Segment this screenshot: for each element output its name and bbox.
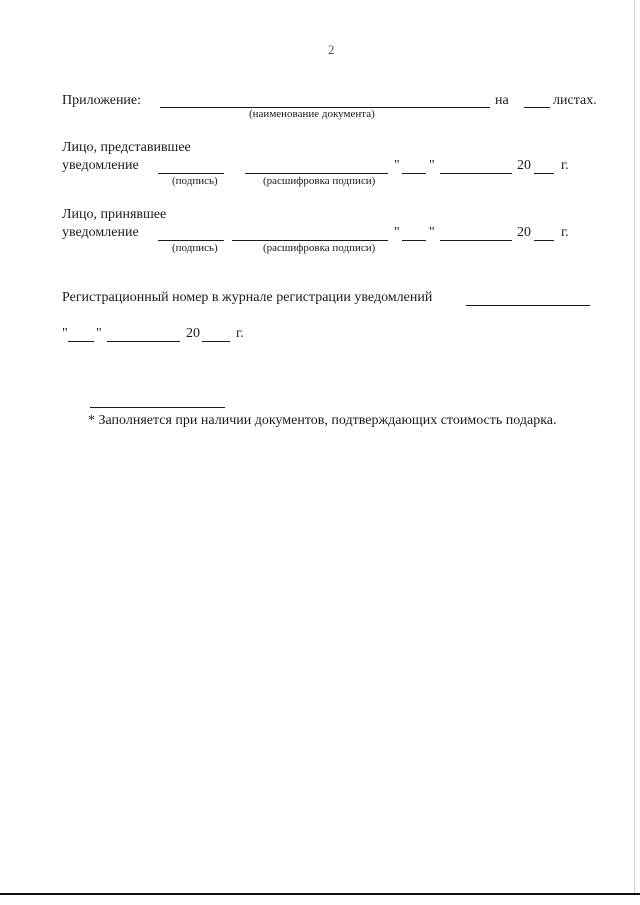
footnote-separator xyxy=(90,407,225,408)
presenter-year-line[interactable] xyxy=(534,173,554,174)
receiver-heading-line2: уведомление xyxy=(62,225,139,240)
attachment-label: Приложение: xyxy=(62,93,142,108)
registration-number-line[interactable] xyxy=(466,305,590,306)
attachment-caption: (наименование документа) xyxy=(249,108,375,120)
receiver-year-prefix: 20 xyxy=(517,225,531,240)
registration-day-line[interactable] xyxy=(68,341,94,342)
presenter-year-prefix: 20 xyxy=(517,158,531,173)
receiver-heading-line1: Лицо, принявшее xyxy=(62,207,167,222)
presenter-signature-caption: (подпись) xyxy=(172,175,218,187)
presenter-year-suffix: г. xyxy=(561,158,569,173)
attachment-sheets-count-line[interactable] xyxy=(524,107,550,108)
attachment-sheets-label: листах. xyxy=(553,93,597,108)
presenter-month-line[interactable] xyxy=(440,173,512,174)
footnote-text: * Заполняется при наличии документов, подтверждающих стоимость подарка. xyxy=(88,413,557,428)
page-number: 2 xyxy=(328,42,335,57)
receiver-month-line[interactable] xyxy=(440,240,512,241)
registration-quote-close: " xyxy=(96,326,102,341)
scan-right-edge xyxy=(634,0,635,895)
registration-year-line[interactable] xyxy=(202,341,230,342)
presenter-quote-open: " xyxy=(394,158,400,173)
registration-year-prefix: 20 xyxy=(186,326,200,341)
presenter-signature-line[interactable] xyxy=(158,173,224,174)
registration-label: Регистрационный номер в журнале регистрации уведомлений xyxy=(62,290,433,305)
presenter-decoding-caption: (расшифровка подписи) xyxy=(263,175,376,187)
presenter-heading-line1: Лицо, представившее xyxy=(62,140,191,155)
receiver-decoding-line[interactable] xyxy=(232,240,388,241)
presenter-quote-close: " xyxy=(429,158,435,173)
registration-month-line[interactable] xyxy=(107,341,180,342)
presenter-decoding-line[interactable] xyxy=(245,173,388,174)
receiver-signature-caption: (подпись) xyxy=(172,242,218,254)
receiver-decoding-caption: (расшифровка подписи) xyxy=(263,242,376,254)
scan-bottom-edge xyxy=(0,893,640,895)
receiver-signature-line[interactable] xyxy=(158,240,224,241)
receiver-year-suffix: г. xyxy=(561,225,569,240)
registration-quote-open: " xyxy=(62,326,68,341)
presenter-heading-line2: уведомление xyxy=(62,158,139,173)
registration-year-suffix: г. xyxy=(236,326,244,341)
receiver-quote-close: " xyxy=(429,225,435,240)
receiver-day-line[interactable] xyxy=(402,240,426,241)
receiver-year-line[interactable] xyxy=(534,240,554,241)
attachment-on-label: на xyxy=(495,93,509,108)
presenter-day-line[interactable] xyxy=(402,173,426,174)
receiver-quote-open: " xyxy=(394,225,400,240)
